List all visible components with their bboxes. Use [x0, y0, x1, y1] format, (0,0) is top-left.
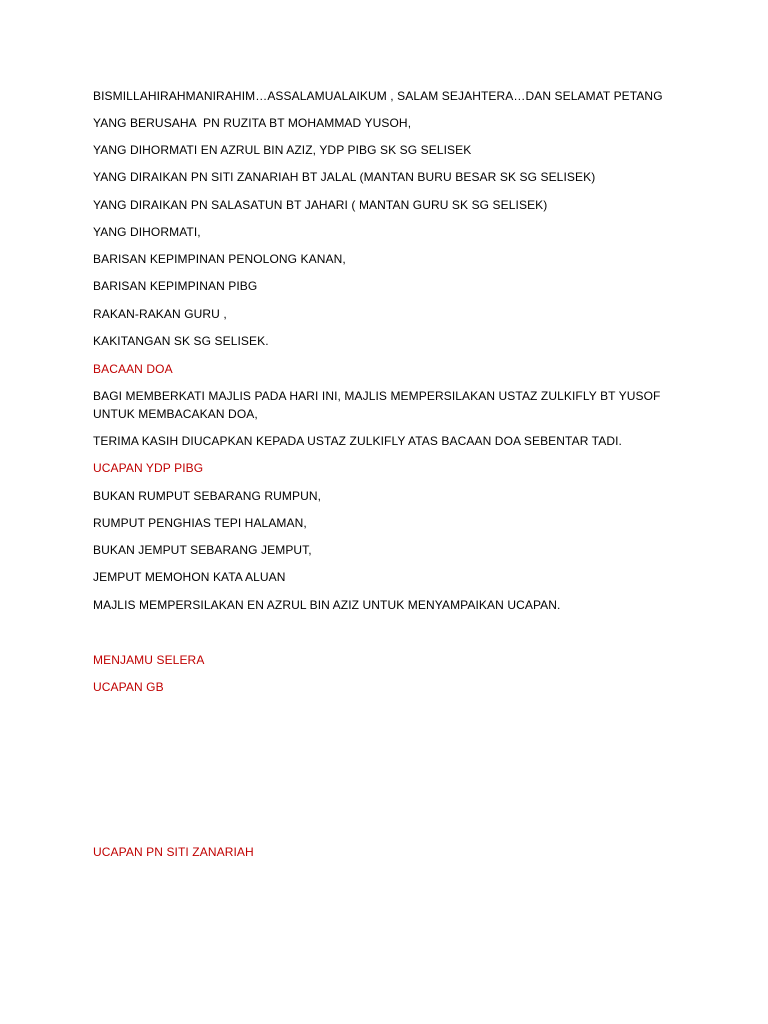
- greeting-line: BISMILLAHIRAHMANIRAHIM…ASSALAMUALAIKUM , SALAM SEJAHTERA…DAN SELAMAT PETANG: [93, 89, 663, 103]
- address-line-salasatun: YANG DIRAIKAN PN SALASATUN BT JAHARI ( MANTAN GURU SK SG SELISEK): [93, 198, 548, 212]
- section-heading-ucapan-gb: UCAPAN GB: [93, 680, 164, 694]
- section-heading-bacaan-doa: BACAAN DOA: [93, 362, 173, 376]
- section-heading-menjamu-selera: MENJAMU SELERA: [93, 653, 205, 667]
- paragraph-doa-invitation: BAGI MEMBERKATI MAJLIS PADA HARI INI, MAJLIS MEMPERSILAKAN USTAZ ZULKIFLY BT YUSOF UNTUK MEMBACAKAN DOA,: [93, 389, 661, 421]
- address-line-ruzita: YANG BERUSAHA PN RUZITA BT MOHAMMAD YUSOH,: [93, 116, 412, 130]
- address-line-siti-zanariah: YANG DIRAIKAN PN SITI ZANARIAH BT JALAL (MANTAN BURU BESAR SK SG SELISEK): [93, 170, 596, 184]
- pantun-line-3: BUKAN JEMPUT SEBARANG JEMPUT,: [93, 543, 312, 557]
- section-heading-ucapan-pn-siti-zanariah: UCAPAN PN SITI ZANARIAH: [93, 845, 254, 859]
- paragraph-azrul-invitation: MAJLIS MEMPERSILAKAN EN AZRUL BIN AZIZ UNTUK MENYAMPAIKAN UCAPAN.: [93, 598, 561, 612]
- pantun-line-2: RUMPUT PENGHIAS TEPI HALAMAN,: [93, 516, 307, 530]
- address-line-rakan-guru: RAKAN-RAKAN GURU ,: [93, 307, 227, 321]
- address-line-pibg: BARISAN KEPIMPINAN PIBG: [93, 279, 258, 293]
- address-line-dihormati: YANG DIHORMATI,: [93, 225, 201, 239]
- address-line-penolong-kanan: BARISAN KEPIMPINAN PENOLONG KANAN,: [93, 252, 346, 266]
- section-heading-ucapan-ydp-pibg: UCAPAN YDP PIBG: [93, 461, 204, 475]
- address-line-kakitangan: KAKITANGAN SK SG SELISEK.: [93, 334, 269, 348]
- pantun-line-4: JEMPUT MEMOHON KATA ALUAN: [93, 570, 286, 584]
- address-line-azrul: YANG DIHORMATI EN AZRUL BIN AZIZ, YDP PIBG SK SG SELISEK: [93, 143, 472, 157]
- paragraph-doa-thanks: TERIMA KASIH DIUCAPKAN KEPADA USTAZ ZULKIFLY ATAS BACAAN DOA SEBENTAR TADI.: [93, 434, 622, 448]
- pantun-line-1: BUKAN RUMPUT SEBARANG RUMPUN,: [93, 489, 322, 503]
